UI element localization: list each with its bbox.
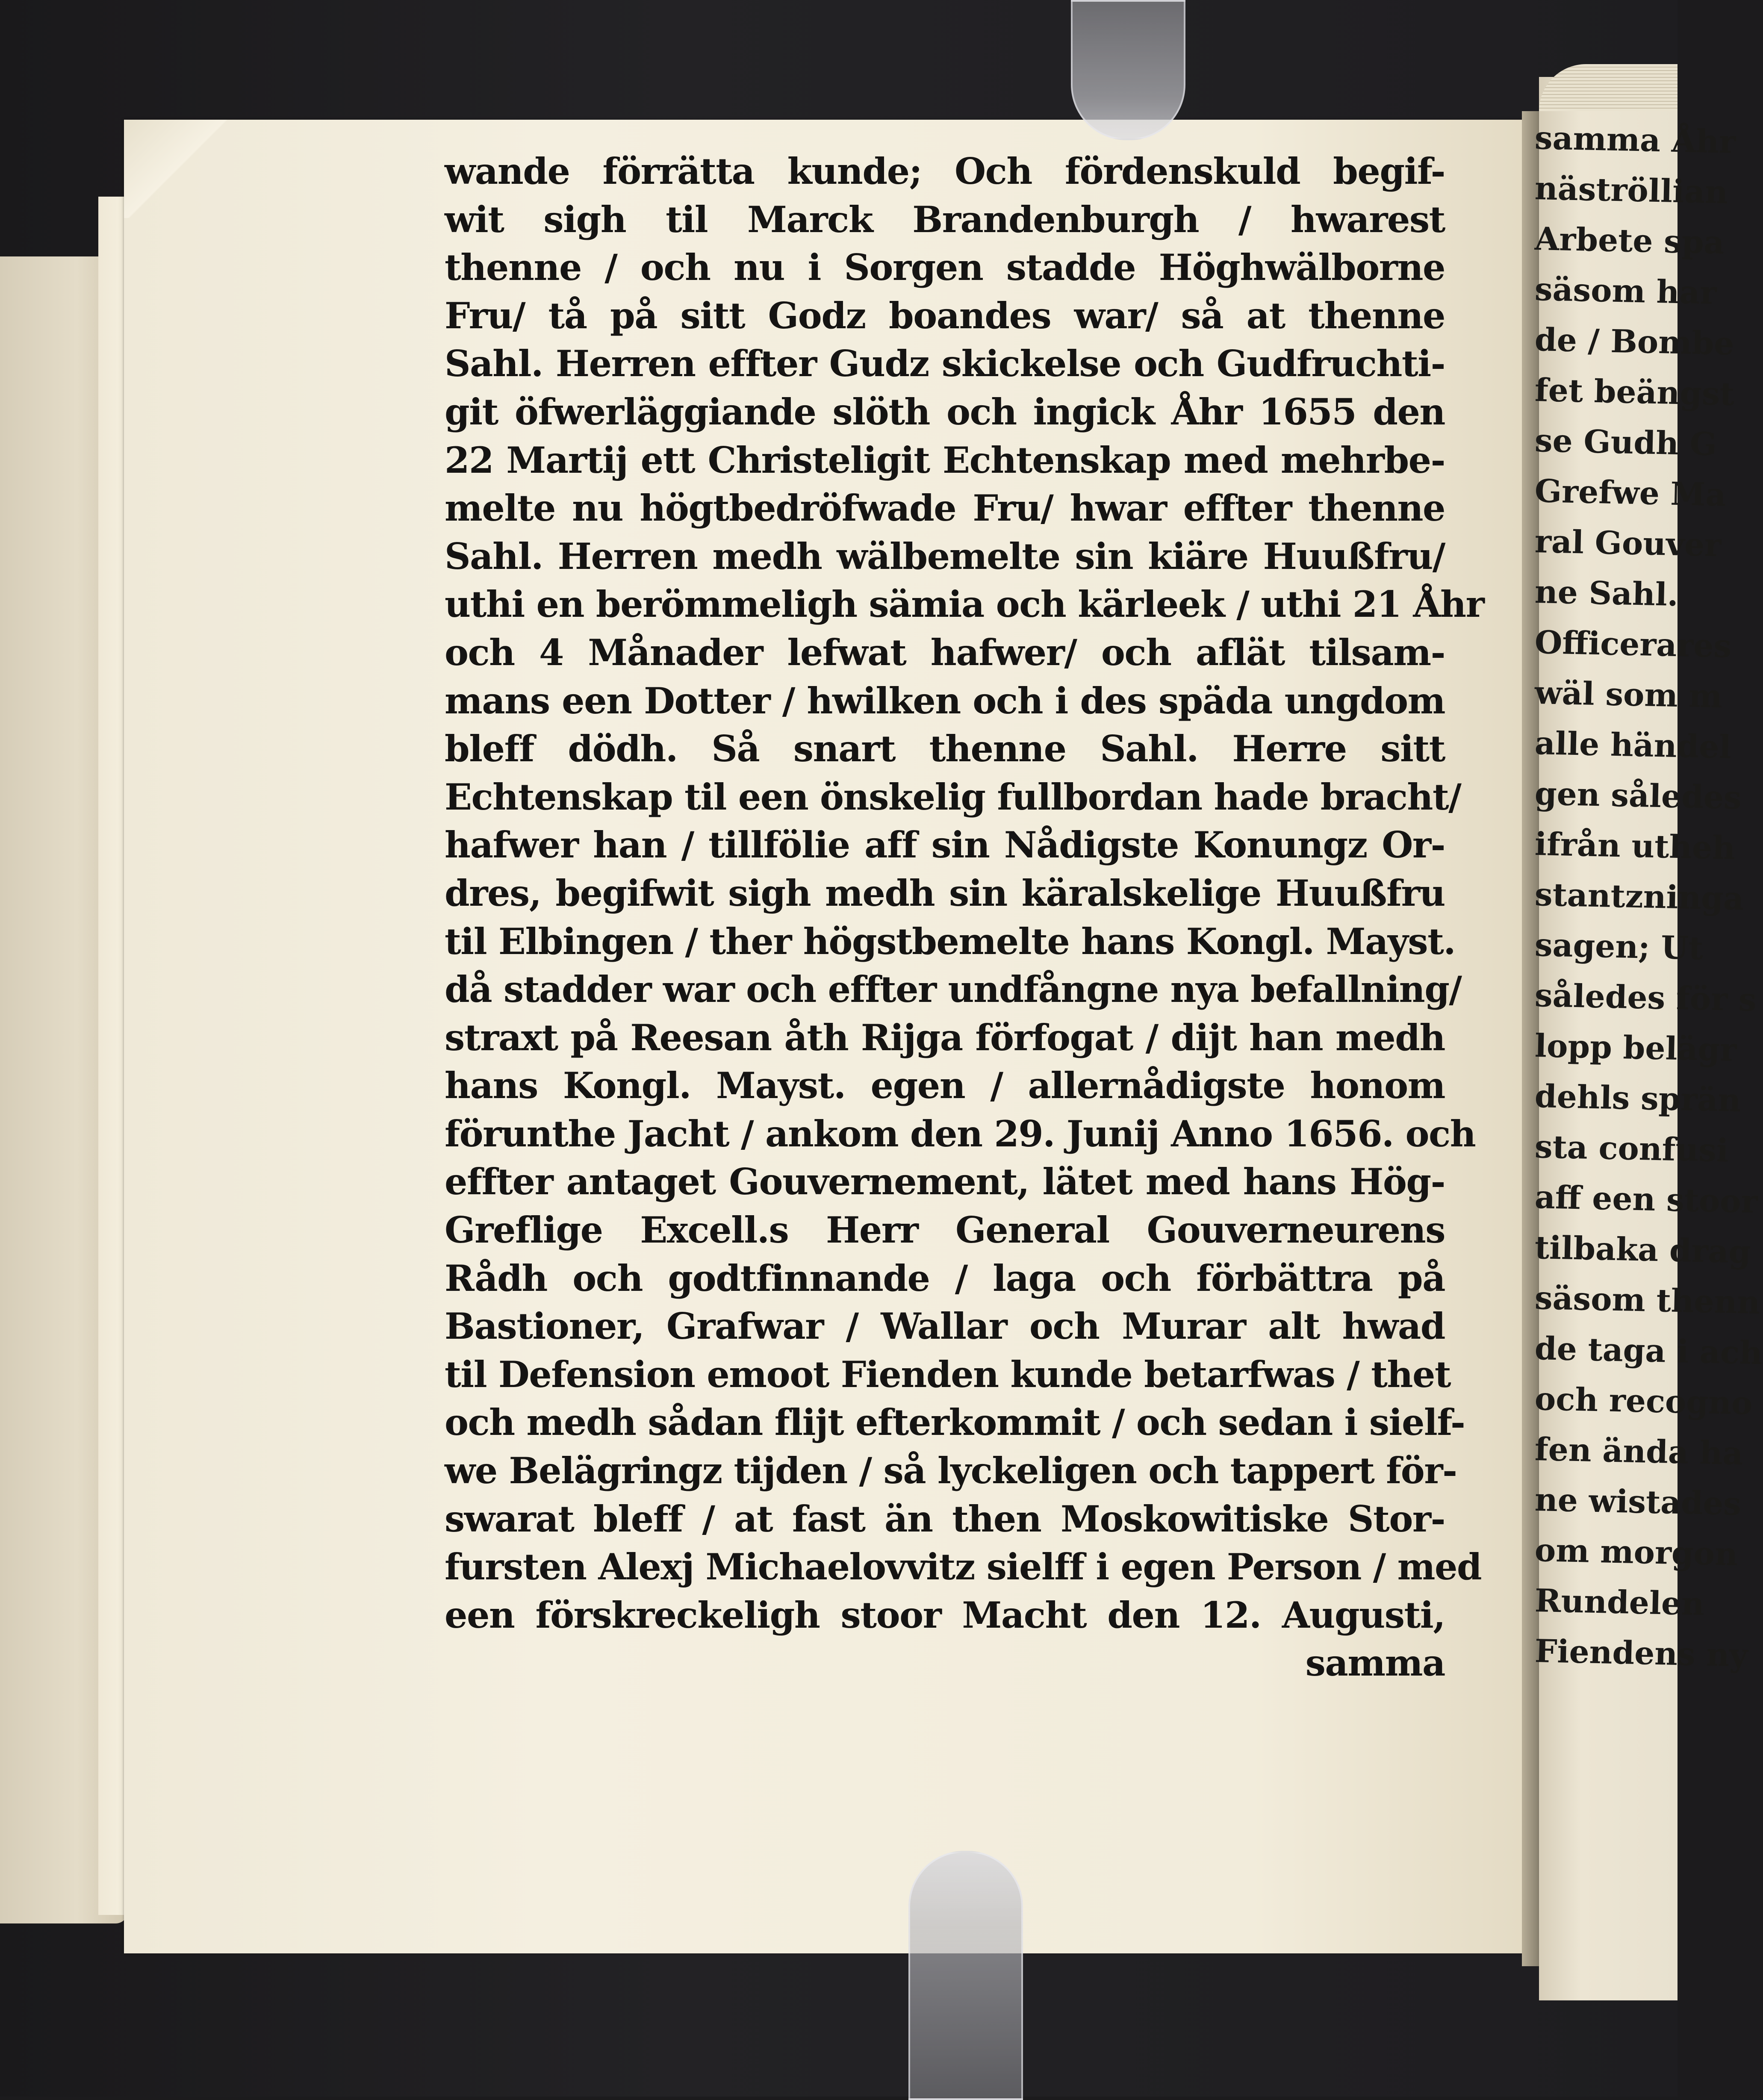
text-line: hans Kongl. Mayst. egen / allernådigste honom (445, 1064, 1445, 1107)
text-line: dres, begifwit sigh medh sin käralskelige Huußfru (445, 872, 1445, 914)
text-line: een förskreckeligh stoor Macht den 12. Augusti, (445, 1593, 1445, 1636)
text-line: wande förrätta kunde; Och fördenskuld begif- (445, 150, 1445, 192)
text-line: då stadder war och effter undfångne nya befallning/ (445, 968, 1462, 1011)
next-page-line: om morgon (1534, 1532, 1738, 1573)
next-page-line: ifrån utheh (1534, 826, 1736, 867)
next-page-line: de taga i ach (1534, 1330, 1763, 1372)
next-page-line: stantzninga (1534, 876, 1744, 918)
text-line: bleff dödh. Så snart thenne Sahl. Herre sitt (445, 727, 1445, 770)
text-line: förunthe Jacht / ankom den 29. Junij Anno 1656. och (445, 1112, 1476, 1155)
text-line: hafwer han / tillfölie aff sin Nådigste Konungz Or- (445, 824, 1445, 866)
text-line: Echtenskap til een önskelig fullbordan hade bracht/ (445, 775, 1461, 818)
text-line: til Elbingen / ther högstbemelte hans Kongl. Mayst. (445, 920, 1456, 963)
next-page-line: näströllian (1534, 170, 1728, 211)
next-page-line: gen således (1534, 775, 1742, 817)
next-page-line: Rundelen (1534, 1582, 1705, 1623)
text-line: Bastioner, Grafwar / Wallar och Murar alt hwad (445, 1305, 1445, 1348)
text-line: Rådh och godtfinnande / laga och förbättra på (445, 1257, 1445, 1299)
next-page-line: dehls sprän (1534, 1078, 1742, 1119)
next-page-line: Officerares (1534, 624, 1732, 665)
next-page-line: fen ända ha (1534, 1431, 1744, 1473)
text-line: we Belägringz tijden / så lyckeligen och tappert för- (445, 1449, 1457, 1492)
text-line: uthi en berömmeligh sämia och kärleek / uthi 21 Åhr (445, 583, 1484, 626)
text-line: git öfwerläggiande slöth och ingick Åhr 1655 den (445, 390, 1445, 433)
next-page-line: och recogno (1534, 1381, 1753, 1422)
next-page-line: således för s (1534, 977, 1757, 1019)
page-corner-fold (124, 120, 252, 218)
text-line: och medh sådan flijt efterkommit / och sedan i sielf- (445, 1401, 1465, 1444)
catchword: samma (1305, 1642, 1445, 1685)
next-page-line: säsom har (1534, 271, 1717, 312)
next-page-line: Fiendens ny (1534, 1633, 1748, 1674)
next-page-line: lopp belägr (1534, 1028, 1737, 1069)
text-line: thenne / och nu i Sorgen stadde Höghwälborne (445, 246, 1445, 289)
next-page-line: ne Sahl. (1534, 574, 1679, 614)
next-page-line: ral Gouver (1534, 523, 1722, 564)
next-page-line: se Gudh G (1534, 422, 1717, 463)
text-line: Sahl. Herren effter Gudz skickelse och Gudfruchti- (445, 342, 1445, 385)
text-line: mans een Dotter / hwilken och i des späda ungdom (445, 679, 1445, 722)
text-line: effter antaget Gouvernement, lätet med hans Hög- (445, 1160, 1445, 1203)
text-line: melte nu högtbedröfwade Fru/ hwar effter thenne (445, 487, 1445, 530)
text-line: Sahl. Herren medh wälbemelte sin kiäre Huußfru/ (445, 535, 1445, 577)
text-line: wit sigh til Marck Brandenburgh / hwarest (445, 198, 1445, 241)
text-line: och 4 Månader lefwat hafwer/ och aflät tilsam- (445, 631, 1445, 674)
text-line: swarat bleff / at fast än then Moskowitiske Stor- (445, 1497, 1445, 1540)
text-line: 22 Martij ett Christeligit Echtenskap med mehrbe- (445, 439, 1445, 481)
next-page-line: sagen; Ut (1534, 927, 1704, 967)
top-page-clip (1071, 0, 1185, 140)
text-line: straxt på Reesan åth Rijga förfogat / dijt han medh (445, 1016, 1445, 1059)
next-page-line: Grefwe Ma (1534, 473, 1727, 514)
next-page-line: aff een stoor (1534, 1179, 1758, 1220)
next-page-line: fet beängst (1534, 372, 1735, 413)
text-line: til Defension emoot Fienden kunde betarfwas / thet (445, 1353, 1451, 1396)
next-page-line: Arbete spa (1534, 221, 1725, 262)
next-page-line: alle händel (1534, 725, 1732, 766)
text-line: fursten Alexj Michaelovvitz sielff i egen Person / med (445, 1546, 1482, 1588)
text-line: Fru/ tå på sitt Godz boandes war/ så at thenne (445, 294, 1445, 337)
bottom-page-clip (908, 1851, 1023, 2100)
next-page-line: ne wistades (1534, 1481, 1742, 1523)
next-page-line: samma Åhr (1534, 120, 1736, 161)
next-page-line: tilbaka drag (1534, 1229, 1751, 1271)
next-page-line: wäl som m (1534, 674, 1723, 716)
text-line: Greflige Excell.s Herr General Gouverneurens (445, 1209, 1445, 1252)
next-page-line: säsom thenn (1534, 1280, 1761, 1322)
next-page-stack-edge (1539, 64, 1678, 111)
next-page-line: sta confusi (1534, 1128, 1729, 1169)
page-text (445, 147, 1484, 1688)
next-page-line: de / Bombe (1534, 321, 1735, 362)
